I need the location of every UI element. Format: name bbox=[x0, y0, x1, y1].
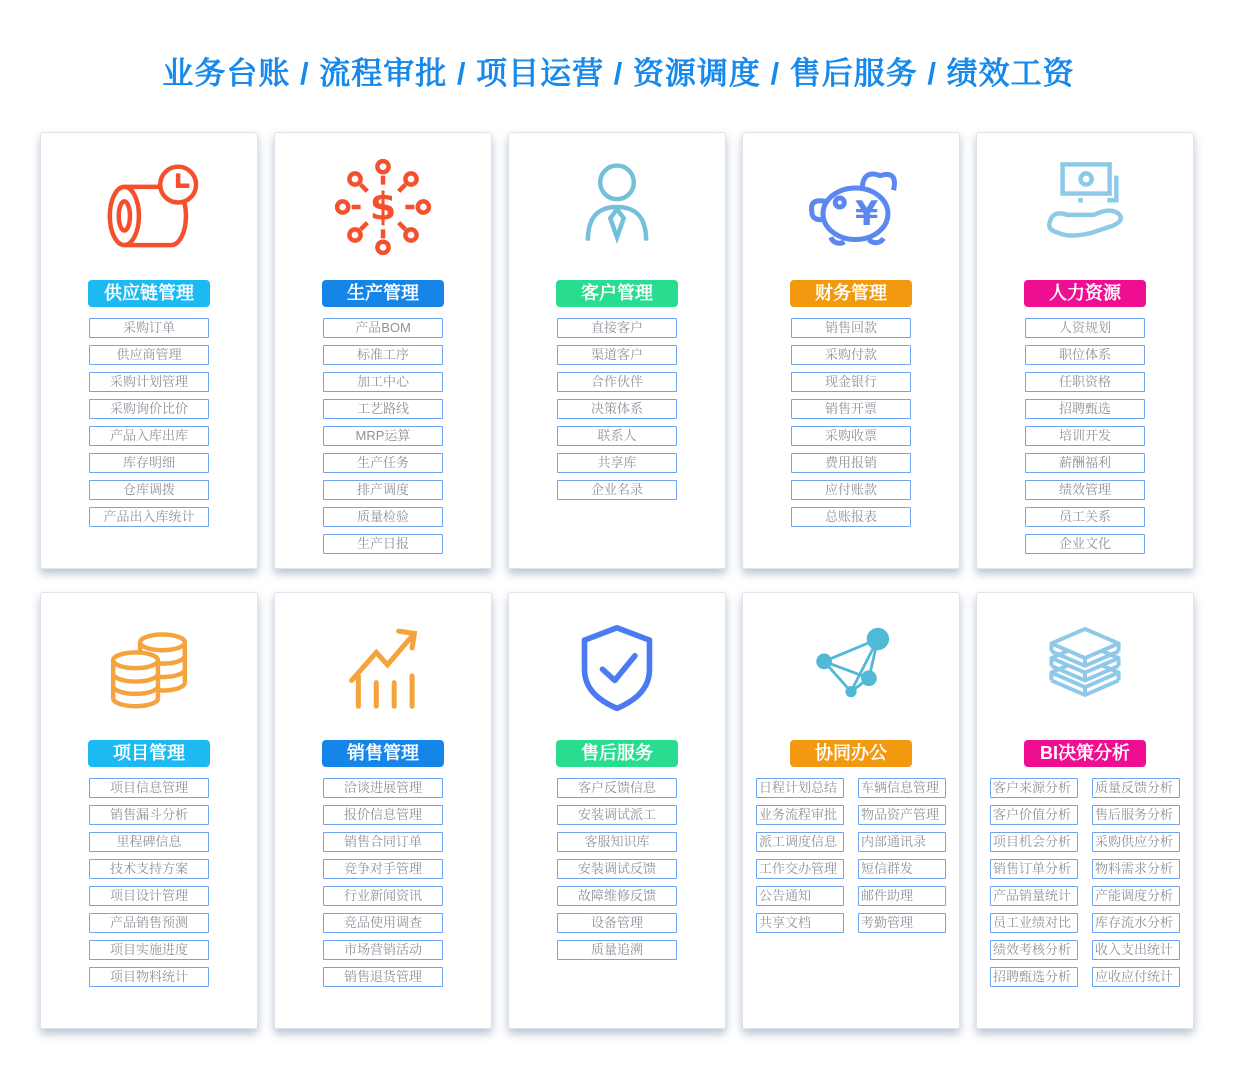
feature-item[interactable]: 产能调度分析 bbox=[1092, 886, 1180, 906]
feature-item[interactable]: 行业新闻资讯 bbox=[323, 886, 443, 906]
card-grid bbox=[40, 132, 1210, 1029]
feature-item[interactable]: 邮件助理 bbox=[858, 886, 946, 906]
network-nodes-icon bbox=[743, 593, 959, 740]
feature-item[interactable]: 决策体系 bbox=[557, 399, 677, 419]
card-title-badge: 财务管理 bbox=[790, 280, 912, 307]
feature-item[interactable]: 项目实施进度 bbox=[89, 940, 209, 960]
feature-list bbox=[275, 778, 491, 994]
feature-item[interactable]: 产品出入库统计 bbox=[89, 507, 209, 527]
hand-money-icon bbox=[977, 133, 1193, 280]
feature-item[interactable]: 绩效管理 bbox=[1025, 480, 1145, 500]
feature-item[interactable]: 项目机会分析 bbox=[990, 832, 1078, 852]
feature-item[interactable]: 职位体系 bbox=[1025, 345, 1145, 365]
shield-check-icon bbox=[509, 593, 725, 740]
feature-list bbox=[743, 318, 959, 534]
feature-item[interactable]: 项目物料统计 bbox=[89, 967, 209, 987]
feature-item[interactable]: 加工中心 bbox=[323, 372, 443, 392]
coin-stacks-icon bbox=[41, 593, 257, 740]
customer-person-icon bbox=[509, 133, 725, 280]
feature-item[interactable]: 采购订单 bbox=[89, 318, 209, 338]
card-production bbox=[274, 132, 492, 569]
feature-item[interactable]: 采购计划管理 bbox=[89, 372, 209, 392]
card-title-badge: 生产管理 bbox=[322, 280, 444, 307]
feature-item[interactable]: 产品入库出库 bbox=[89, 426, 209, 446]
feature-item[interactable]: 物品资产管理 bbox=[858, 805, 946, 825]
feature-item[interactable]: 物料需求分析 bbox=[1092, 859, 1180, 879]
feature-item[interactable]: 客服知识库 bbox=[557, 832, 677, 852]
feature-item[interactable]: 项目设计管理 bbox=[89, 886, 209, 906]
feature-item[interactable]: 市场营销活动 bbox=[323, 940, 443, 960]
feature-item[interactable]: 客户来源分析 bbox=[990, 778, 1078, 798]
feature-item[interactable]: 销售退货管理 bbox=[323, 967, 443, 987]
feature-item[interactable]: 客户价值分析 bbox=[990, 805, 1078, 825]
feature-item[interactable]: 共享文档 bbox=[756, 913, 844, 933]
feature-item[interactable]: 现金银行 bbox=[791, 372, 911, 392]
feature-item[interactable]: 销售漏斗分析 bbox=[89, 805, 209, 825]
feature-item[interactable]: 产品销售预测 bbox=[89, 913, 209, 933]
card-project bbox=[40, 592, 258, 1029]
feature-list bbox=[509, 778, 725, 967]
card-title-badge: 人力资源 bbox=[1024, 280, 1146, 307]
feature-item[interactable]: 派工调度信息 bbox=[756, 832, 844, 852]
feature-item[interactable]: 采购收票 bbox=[791, 426, 911, 446]
card-title-badge: 协同办公 bbox=[790, 740, 912, 767]
card-supply-chain bbox=[40, 132, 258, 569]
feature-item[interactable]: 供应商管理 bbox=[89, 345, 209, 365]
page-title: 业务台账 / 流程审批 / 项目运营 / 资源调度 / 售后服务 / 绩效工资 bbox=[162, 56, 1075, 91]
card-title-badge: 售后服务 bbox=[556, 740, 678, 767]
feature-item[interactable]: 生产任务 bbox=[323, 453, 443, 473]
feature-item[interactable]: 企业名录 bbox=[557, 480, 677, 500]
feature-item[interactable]: 应付账款 bbox=[791, 480, 911, 500]
feature-item[interactable]: 采购供应分析 bbox=[1092, 832, 1180, 852]
card-after-sales bbox=[508, 592, 726, 1029]
svg-text:$: $ bbox=[369, 183, 397, 228]
feature-item[interactable]: 考勤管理 bbox=[858, 913, 946, 933]
feature-item[interactable]: 日程计划总结 bbox=[756, 778, 844, 798]
feature-item[interactable]: 生产日报 bbox=[323, 534, 443, 554]
feature-item[interactable]: 技术支持方案 bbox=[89, 859, 209, 879]
feature-item[interactable]: 销售订单分析 bbox=[990, 859, 1078, 879]
feature-item[interactable]: 共享库 bbox=[557, 453, 677, 473]
feature-item[interactable]: 里程碑信息 bbox=[89, 832, 209, 852]
feature-item[interactable]: 培训开发 bbox=[1025, 426, 1145, 446]
card-sales bbox=[274, 592, 492, 1029]
card-bi-analysis bbox=[976, 592, 1194, 1029]
feature-item[interactable]: 短信群发 bbox=[858, 859, 946, 879]
feature-item[interactable]: 产品销量统计 bbox=[990, 886, 1078, 906]
feature-list bbox=[977, 778, 1193, 994]
feature-item[interactable]: 绩效考核分析 bbox=[990, 940, 1078, 960]
feature-item[interactable]: 质量反馈分析 bbox=[1092, 778, 1180, 798]
card-title-badge: 项目管理 bbox=[88, 740, 210, 767]
feature-item[interactable]: 项目信息管理 bbox=[89, 778, 209, 798]
card-title-badge: 销售管理 bbox=[322, 740, 444, 767]
feature-item[interactable]: 内部通讯录 bbox=[858, 832, 946, 852]
feature-item[interactable]: 故障维修反馈 bbox=[557, 886, 677, 906]
network-dollar-icon bbox=[275, 133, 491, 280]
feature-item[interactable]: 员工关系 bbox=[1025, 507, 1145, 527]
feature-list bbox=[509, 318, 725, 507]
feature-item[interactable]: 销售开票 bbox=[791, 399, 911, 419]
feature-item[interactable]: 竞争对手管理 bbox=[323, 859, 443, 879]
feature-item[interactable]: 产品BOM bbox=[323, 318, 443, 338]
feature-item[interactable]: 客户反馈信息 bbox=[557, 778, 677, 798]
svg-text:¥: ¥ bbox=[854, 193, 879, 233]
feature-item[interactable]: 竞品使用调查 bbox=[323, 913, 443, 933]
feature-list bbox=[41, 318, 257, 534]
stacked-layers-icon bbox=[977, 593, 1193, 740]
feature-item[interactable]: 车辆信息管理 bbox=[858, 778, 946, 798]
feature-item[interactable]: 报价信息管理 bbox=[323, 805, 443, 825]
feature-item[interactable]: 费用报销 bbox=[791, 453, 911, 473]
feature-item[interactable]: 洽谈进展管理 bbox=[323, 778, 443, 798]
feature-item[interactable]: 安装调试派工 bbox=[557, 805, 677, 825]
feature-item[interactable]: 合作伙伴 bbox=[557, 372, 677, 392]
feature-item[interactable]: 公告通知 bbox=[756, 886, 844, 906]
card-title-badge: 客户管理 bbox=[556, 280, 678, 307]
feature-item[interactable]: 质量追溯 bbox=[557, 940, 677, 960]
paper-roll-clock-icon bbox=[41, 133, 257, 280]
card-hr bbox=[976, 132, 1194, 569]
feature-item[interactable]: 销售回款 bbox=[791, 318, 911, 338]
feature-item[interactable]: 应收应付统计 bbox=[1092, 967, 1180, 987]
feature-item[interactable]: 排产调度 bbox=[323, 480, 443, 500]
feature-list bbox=[41, 778, 257, 994]
feature-item[interactable]: 薪酬福利 bbox=[1025, 453, 1145, 473]
card-customer bbox=[508, 132, 726, 569]
feature-item[interactable]: 采购询价比价 bbox=[89, 399, 209, 419]
feature-item[interactable]: 工艺路线 bbox=[323, 399, 443, 419]
feature-item[interactable]: 直接客户 bbox=[557, 318, 677, 338]
feature-item[interactable]: 业务流程审批 bbox=[756, 805, 844, 825]
feature-item[interactable]: 仓库调拨 bbox=[89, 480, 209, 500]
feature-item[interactable]: 人资规划 bbox=[1025, 318, 1145, 338]
feature-list bbox=[743, 778, 959, 940]
feature-item[interactable]: 招聘甄选分析 bbox=[990, 967, 1078, 987]
feature-item[interactable]: 库存明细 bbox=[89, 453, 209, 473]
feature-item[interactable]: 售后服务分析 bbox=[1092, 805, 1180, 825]
feature-item[interactable]: MRP运算 bbox=[323, 426, 443, 446]
feature-item[interactable]: 总账报表 bbox=[791, 507, 911, 527]
feature-item[interactable]: 设备管理 bbox=[557, 913, 677, 933]
card-finance bbox=[742, 132, 960, 569]
feature-item[interactable]: 库存流水分析 bbox=[1092, 913, 1180, 933]
feature-item[interactable]: 采购付款 bbox=[791, 345, 911, 365]
feature-item[interactable]: 招聘甄选 bbox=[1025, 399, 1145, 419]
card-title-badge: 供应链管理 bbox=[88, 280, 210, 307]
feature-item[interactable]: 员工业绩对比 bbox=[990, 913, 1078, 933]
feature-item[interactable]: 工作交办管理 bbox=[756, 859, 844, 879]
feature-item[interactable]: 收入支出统计 bbox=[1092, 940, 1180, 960]
feature-item[interactable]: 安装调试反馈 bbox=[557, 859, 677, 879]
feature-item[interactable]: 渠道客户 bbox=[557, 345, 677, 365]
feature-item[interactable]: 销售合同订单 bbox=[323, 832, 443, 852]
card-title-badge: BI决策分析 bbox=[1024, 740, 1146, 767]
growth-chart-icon bbox=[275, 593, 491, 740]
feature-item[interactable]: 质量检验 bbox=[323, 507, 443, 527]
feature-item[interactable]: 任职资格 bbox=[1025, 372, 1145, 392]
feature-item[interactable]: 联系人 bbox=[557, 426, 677, 446]
feature-item[interactable]: 标准工序 bbox=[323, 345, 443, 365]
feature-list bbox=[275, 318, 491, 561]
piggy-bank-icon bbox=[743, 133, 959, 280]
feature-item[interactable]: 企业文化 bbox=[1025, 534, 1145, 554]
feature-list bbox=[977, 318, 1193, 561]
card-collaboration bbox=[742, 592, 960, 1029]
